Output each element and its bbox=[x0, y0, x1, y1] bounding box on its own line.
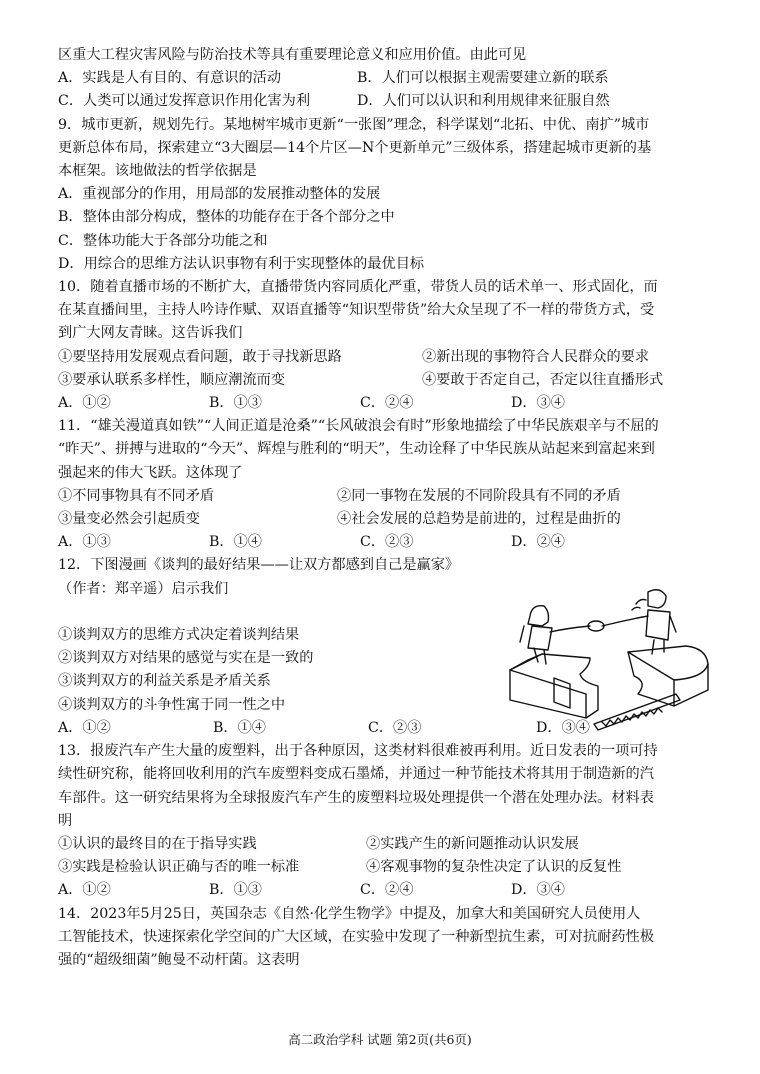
q9-option-c: C．整体功能大于各部分功能之和 bbox=[58, 232, 268, 249]
q10-statements-row1 bbox=[58, 346, 712, 369]
q12-stem-line1: 12．下图漫画《谈判的最好结果——让双方都感到自己是赢家》 bbox=[58, 557, 460, 574]
q8-option-a: A．实践是人有目的、有意识的活动 bbox=[58, 70, 282, 87]
q11-choice-c: C．②③ bbox=[360, 534, 414, 551]
q13-statements-row1 bbox=[58, 833, 712, 856]
q8-stem: 区重大工程灾害风险与防治技术等具有重要理论意义和应用价值。由此可见 bbox=[58, 47, 527, 63]
q10-choices bbox=[58, 392, 712, 415]
q9-option-b: B．整体由部分构成，整体的功能存在于各个部分之中 bbox=[58, 209, 395, 226]
q13-statement-1: ①认识的最终目的在于指导实践 bbox=[58, 835, 257, 852]
q8-option-b: B．人们可以根据主观需要建立新的联系 bbox=[357, 70, 609, 87]
q8-options-row1 bbox=[58, 67, 712, 90]
q8-option-d: D．人们可以认识和利用规律来征服自然 bbox=[357, 93, 610, 110]
q13-choice-b: B．①③ bbox=[209, 882, 262, 899]
q12-choice-b: B．①④ bbox=[213, 719, 266, 736]
q13-stem-line3: 车部件。这一研究结果将为全球报废汽车产生的废塑料垃圾处理提供一个潜在处理办法。材料表 bbox=[58, 789, 654, 806]
q13-stem-line1: 13．报废汽车产生大量的废塑料，出于各种原因，这类材料很难被再利用。近日发表的一项可持 bbox=[58, 743, 658, 760]
q12-block bbox=[58, 554, 712, 740]
q11-statement-3: ③量变必然会引起质变 bbox=[58, 511, 200, 528]
q13-choice-c: C．②④ bbox=[360, 882, 414, 899]
q12-statement-4: ④谈判双方的斗争性寓于同一性之中 bbox=[58, 696, 286, 713]
q13-statement-2: ②实践产生的新问题推动认识发展 bbox=[366, 835, 579, 852]
q14-stem-line1: 14．2023年5月25日，英国杂志《自然·化学生物学》中提及，加拿大和美国研究人员使用人 bbox=[58, 905, 641, 922]
q10-statement-4: ④要敢于否定自己，否定以往直播形式 bbox=[422, 371, 664, 388]
q10-choice-b: B．①③ bbox=[209, 395, 262, 412]
q13-choice-d: D．③④ bbox=[511, 882, 565, 899]
q13-statement-4: ④客观事物的复杂性决定了认识的反复性 bbox=[366, 859, 622, 876]
q13-choice-a: A．①② bbox=[58, 882, 111, 899]
q9-stem-line2: 更新总体布局，探索建立“3大圈层—14个片区—N个更新单元”三级体系，搭建起城市更新的基 bbox=[58, 139, 652, 156]
left-figure bbox=[528, 606, 549, 626]
q12-statement-3: ③谈判双方的利益关系是矛盾关系 bbox=[58, 673, 271, 690]
page-footer: 高二政治学科 试题 第2页(共6页) bbox=[288, 1032, 472, 1047]
q12-stem-line2: （作者：郑辛遥）启示我们 bbox=[58, 580, 229, 597]
q8-options-row2 bbox=[58, 90, 712, 113]
q9-stem-line1: 9．城市更新，规划先行。某地树牢城市更新“一张图”理念，科学谋划“北拓、中优、南扩”城市 bbox=[58, 116, 650, 133]
negotiation-cartoon bbox=[498, 582, 718, 732]
q8-option-c: C．人类可以通过发挥意识作用化害为利 bbox=[58, 93, 311, 110]
q14-stem-line3: 强的“超级细菌”鲍曼不动杆菌。这表明 bbox=[58, 951, 300, 968]
q13-stem-line4: 明 bbox=[58, 812, 73, 829]
q14-stem-line2: 工智能技术，快速探索化学空间的广大区域，在实验中发现了一种新型抗生素，可对抗耐药性极 bbox=[58, 928, 654, 945]
q13-stem-line2: 续性研究称，能将回收利用的汽车废塑料变成石墨烯，并通过一种节能技术将其用于制造新的汽 bbox=[58, 766, 654, 783]
q10-statements-row2 bbox=[58, 369, 712, 392]
q11-statement-1: ①不同事物具有不同矛盾 bbox=[58, 487, 215, 504]
right-figure bbox=[648, 590, 666, 608]
q11-statement-4: ④社会发展的总趋势是前进的，过程是曲折的 bbox=[337, 511, 621, 528]
q11-choices bbox=[58, 531, 712, 554]
q11-choice-a: A．①③ bbox=[58, 534, 111, 551]
q10-stem-line1: 10．随着直播市场的不断扩大，直播带货内容同质化严重，带货人员的话术单一、形式固化，而 bbox=[58, 279, 658, 296]
q13-choices bbox=[58, 879, 712, 902]
q10-choice-d: D．③④ bbox=[511, 395, 565, 412]
q11-choice-d: D．②④ bbox=[511, 534, 565, 551]
q10-choice-a: A．①② bbox=[58, 395, 111, 412]
q10-statement-1: ①要坚持用发展观点看问题，敢于寻找新思路 bbox=[58, 348, 342, 365]
q13-statement-3: ③实践是检验认识正确与否的唯一标准 bbox=[58, 859, 300, 876]
q12-choice-a: A．①② bbox=[58, 719, 111, 736]
q11-stem-line2: “昨天”、拼搏与进取的“今天”、辉煌与胜利的“明天”，生动诠释了中华民族从站起来到富起来到 bbox=[58, 441, 655, 458]
q10-stem-line2: 在某直播间里，主持人吟诗作赋、双语直播等“知识型带货”给大众呈现了不一样的带货方式，受 bbox=[58, 302, 655, 319]
q11-stem-line3: 强起来的伟大飞跃。这体现了 bbox=[58, 464, 243, 481]
q12-choice-d: D．③④ bbox=[536, 719, 590, 736]
q11-statement-2: ②同一事物在发展的不同阶段具有不同的矛盾 bbox=[337, 487, 621, 504]
q12-statement-2: ②谈判双方对结果的感觉与实在是一致的 bbox=[58, 650, 314, 667]
q11-statements-row1 bbox=[58, 485, 712, 508]
q9-option-a: A．重视部分的作用，用局部的发展推动整体的发展 bbox=[58, 186, 381, 203]
q9-option-d: D．用综合的思维方法认识事物有利于实现整体的最优目标 bbox=[58, 255, 425, 272]
q9-stem-line3: 本框架。该地做法的哲学依据是 bbox=[58, 163, 257, 180]
exam-page bbox=[58, 44, 712, 972]
q10-stem-line3: 到广大网友青睐。这告诉我们 bbox=[58, 325, 243, 342]
q10-statement-2: ②新出现的事物符合人民群众的要求 bbox=[422, 348, 650, 365]
q12-choice-c: C．②③ bbox=[368, 719, 422, 736]
q10-choice-c: C．②④ bbox=[360, 395, 414, 412]
q10-statement-3: ③要承认联系多样性，顺应潮流而变 bbox=[58, 371, 286, 388]
q12-statement-1: ①谈判双方的思维方式决定着谈判结果 bbox=[58, 627, 300, 644]
q13-statements-row2 bbox=[58, 856, 712, 879]
q11-stem-line1: 11．“雄关漫道真如铁”“人间正道是沧桑”“长风破浪会有时”形象地描绘了中华民族艰辛与不屈的 bbox=[58, 418, 659, 435]
q11-choice-b: B．①④ bbox=[209, 534, 262, 551]
q11-statements-row2 bbox=[58, 508, 712, 531]
